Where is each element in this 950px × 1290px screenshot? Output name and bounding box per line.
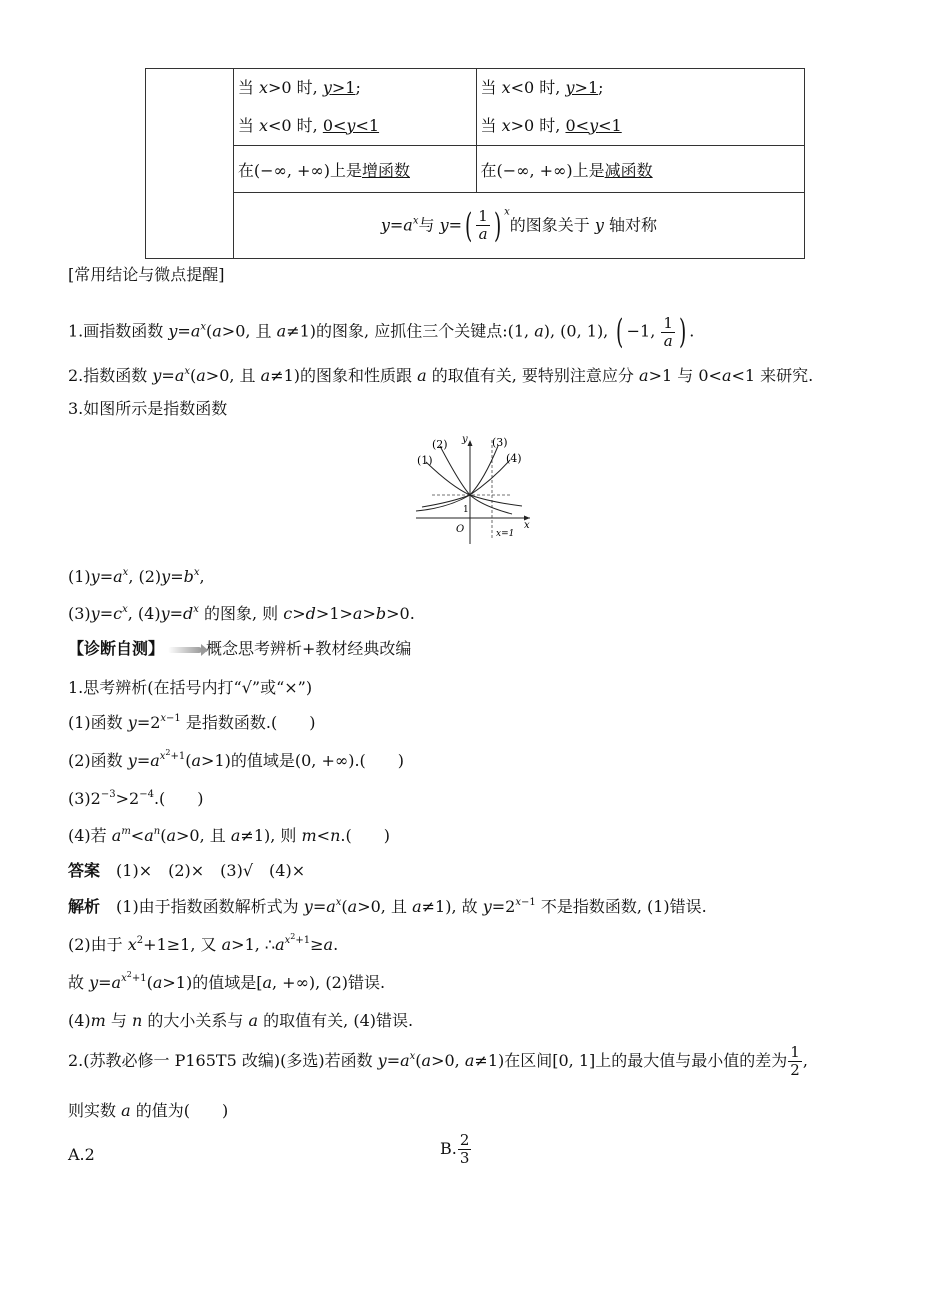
y-axis-label: y xyxy=(462,434,468,445)
option-b: B. $\frac{2}{3}$ xyxy=(440,1131,470,1167)
label-curve-3: (3) xyxy=(492,436,508,449)
range-line-1: 当 x>0 时, y>1; xyxy=(237,78,361,97)
table-label-cell xyxy=(146,69,234,259)
diagnosis-header xyxy=(68,636,411,659)
x-equals-1-label: x=1 xyxy=(496,529,515,539)
jiexi-line-1: 解析 (1)由于指数函数解析式为 $y=a^x(a>0$, 且 a≠1), 故 $y=2^{x-1}$ 不是指数函数, (1)错误. xyxy=(68,897,707,916)
diagnosis-heading: 【诊断自测】 xyxy=(68,639,165,658)
curve-1 xyxy=(426,462,522,506)
tip-3-line-2: $(1)y=a^x$, $(2)y=b^x$, xyxy=(68,567,205,586)
table-cell-decreasing: 在(−∞, +∞)上是减函数 xyxy=(476,146,805,193)
tip-1: 1.画指数函数 $y=a^x(a>0$, 且 a≠1)的图象, 应抓住三个关键点:(1, a), (0, 1), ( −1, $\frac{1}{a}$ ) . xyxy=(68,312,695,352)
arrow-icon xyxy=(168,647,202,653)
q1-item-2: (2)函数 $y=a^{x^2+1}(a>1)$的值域是(0, +∞).( ) xyxy=(68,748,405,770)
one-label: 1 xyxy=(463,505,469,515)
range-line-3: 当 x<0 时, y>1; xyxy=(480,78,604,97)
label-curve-1: (1) xyxy=(417,454,433,467)
q1-item-1: (1)函数 $y=2^{x-1}$ 是指数函数.( ) xyxy=(68,713,316,732)
label-curve-2: (2) xyxy=(432,438,448,451)
q2-line-2: 则实数 a 的值为( ) xyxy=(68,1101,229,1120)
diagnosis-subtitle: 概念思考辨析+教材经典改编 xyxy=(206,639,412,658)
table-cell-increasing: 在(−∞, +∞)上是增函数 xyxy=(233,146,476,193)
exponential-graphs-figure xyxy=(412,432,538,546)
tip-2: 2.指数函数 $y=a^x(a>0$, 且 a≠1)的图象和性质跟 a 的取值有关, 要特别注意应分 a>1 与 0<a<1 来研究. xyxy=(68,366,814,385)
properties-table xyxy=(145,68,805,259)
table-cell-a-gt-1-range xyxy=(233,69,476,146)
q2-line-1: 2.(苏教必修一 P165T5 改编)(多选)若函数 $y=a^x(a>0$, a≠1)在区间[0, 1]上的最大值与最小值的差为 $\frac{1}{2}$ , xyxy=(68,1043,808,1079)
curve-4 xyxy=(422,460,510,507)
jiexi-line-4: (4)m 与 n 的大小关系与 a 的取值有关, (4)错误. xyxy=(68,1011,414,1030)
x-axis-label: x xyxy=(524,520,530,531)
tip-3: 3.如图所示是指数函数 xyxy=(68,399,228,418)
table-cell-a-lt-1-range xyxy=(476,69,805,146)
jiexi-label: 解析 xyxy=(68,897,101,916)
option-a: A.2 xyxy=(68,1145,95,1164)
answer-label: 答案 xyxy=(68,861,101,880)
answer-text: (1)× (2)× (3)√ (4)× xyxy=(116,861,306,880)
jiexi-line-3: 故 $y=a^{x^2+1}(a>1)$的值域是[a, +∞), (2)错误. xyxy=(68,970,386,992)
answer-line xyxy=(68,858,305,881)
q1-title: 1.思考辨析(在括号内打“√”或“×”) xyxy=(68,678,313,697)
section-title: [常用结论与微点提醒] xyxy=(68,265,225,284)
y-axis-arrow xyxy=(468,440,473,446)
label-curve-4: (4) xyxy=(506,452,522,465)
table-cell-symmetry: $y=a^x$与 y=( $\frac{1}{a}$ ) $^x$的图象关于 y 轴对称 xyxy=(233,193,804,259)
q1-item-4: (4)若 $a^m<a^n(a>0$, 且 a≠1), 则 m<n.( ) xyxy=(68,826,390,845)
jiexi-line-2: (2)由于 $x^2+1\ge 1$, 又 a>1, $\therefore a^{x^2+1}\ge a$. xyxy=(68,932,339,954)
origin-label: O xyxy=(456,524,465,535)
range-line-4: 当 x>0 时, 0<y<1 xyxy=(480,116,622,135)
range-line-2: 当 x<0 时, 0<y<1 xyxy=(237,116,380,135)
q1-item-3: $(3)2^{-3}>2^{-4}$.( ) xyxy=(68,789,204,808)
tip-3-line-3: $(3)y=c^x$, $(4)y=d^x$ 的图象, 则 c>d>1>a>b>0. xyxy=(68,604,415,623)
